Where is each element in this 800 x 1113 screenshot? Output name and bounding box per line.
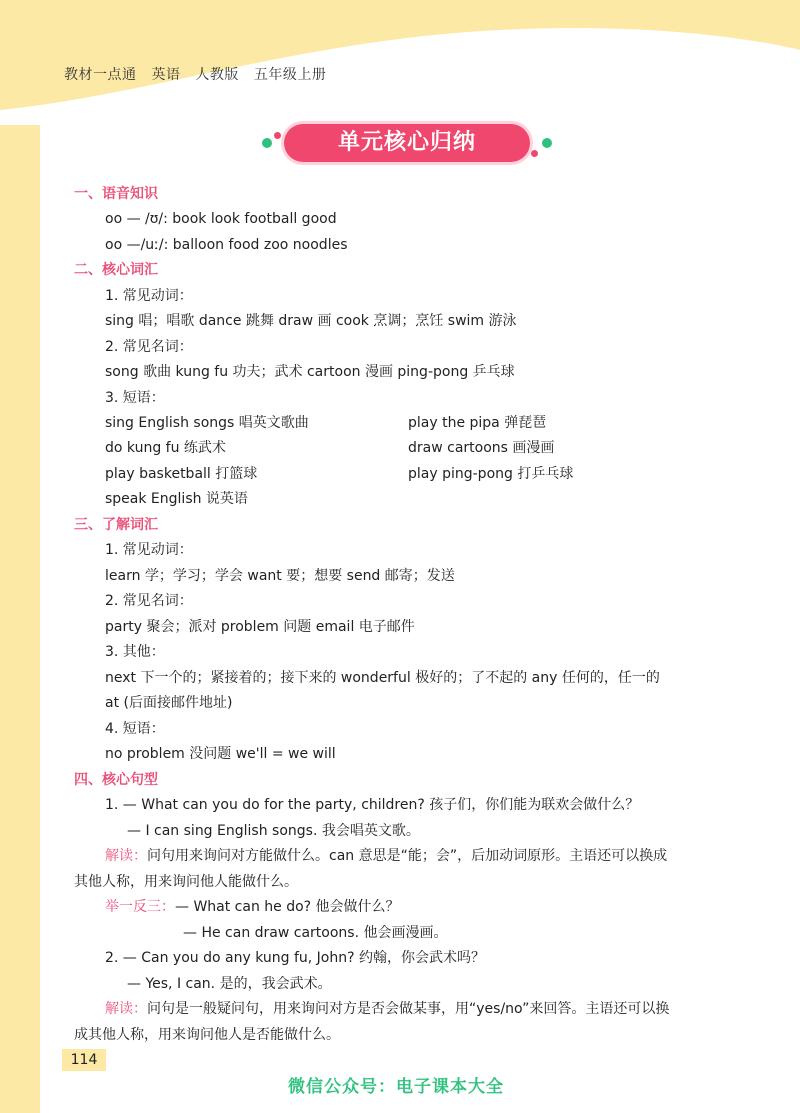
explanation-label: 解读： [105,1001,147,1017]
vocab-line: party 聚会；派对 problem 问题 email 电子邮件 [105,619,415,635]
subheading: 2. 常见名词： [105,593,193,609]
page-number: 114 [62,1049,106,1071]
sentence-line: — I can sing English songs. 我会唱英文歌。 [127,823,420,839]
explanation-text: 问句是一般疑问句，用来询问对方是否会做某事，用“yes/no”来回答。主语还可以换 [147,1001,670,1017]
subheading: 2. 常见名词： [105,339,193,355]
vocab-line: learn 学；学习；学会 want 要；想要 send 邮寄；发送 [105,568,455,584]
example-line: — What can he do? 他会做什么？ [175,899,400,915]
page-title: 单元核心归纳 [284,124,530,162]
sentence-line: — Yes, I can. 是的，我会武术。 [127,976,332,992]
vocab-line: next 下一个的；紧接着的；接下来的 wonderful 极好的；了不起的 any 任何的，任一的 [105,670,660,686]
section-heading-core-vocab: 二、核心词汇 [74,262,158,278]
sentence-line: 1. — What can you do for the party, children? 孩子们，你们能为联欢会做什么？ [105,797,640,813]
sentence-line: 2. — Can you do any kung fu, John? 约翰，你会武术吗？ [105,950,485,966]
vocab-line: sing 唱；唱歌 dance 跳舞 draw 画 cook 烹调；烹饪 swim 游泳 [105,313,517,329]
example-label: 举一反三： [105,899,175,915]
subheading: 1. 常见动词： [105,288,193,304]
vocab-line: song 歌曲 kung fu 功夫；武术 cartoon 漫画 ping-pong 乒乓球 [105,364,515,380]
watermark: 微信公众号：电子课本大全 [288,1077,504,1097]
phrase-item: play ping-pong 打乒乓球 [408,466,574,482]
section-heading-extra-vocab: 三、了解词汇 [74,517,158,533]
example-line: — He can draw cartoons. 他会画漫画。 [183,925,448,941]
subheading: 4. 短语： [105,721,165,737]
phonics-line: oo — /ʊ/: book look football good [105,211,337,227]
vocab-line: no problem 没问题 we'll = we will [105,746,336,762]
explanation-text: 成其他人称，用来询问他人是否能做什么。 [74,1027,340,1043]
phrase-item: play the pipa 弹琵琶 [408,415,547,431]
phrase-item: play basketball 打篮球 [105,466,258,482]
subheading: 3. 其他： [105,644,165,660]
explanation-text: 其他人称，用来询问他人能做什么。 [74,874,298,890]
explanation-label: 解读： [105,848,147,864]
header-book: 教材一点通 [64,67,137,83]
phrase-item: do kung fu 练武术 [105,440,226,456]
subheading: 1. 常见动词： [105,542,193,558]
phonics-line: oo —/uː/: balloon food zoo noodles [105,237,348,253]
section-heading-sentences: 四、核心句型 [74,772,158,788]
explanation-text: 问句用来询问对方能做什么。can 意思是“能；会”，后加动词原形。主语还可以换成 [147,848,668,864]
phrase-item: draw cartoons 画漫画 [408,440,555,456]
header-edition: 人教版 [195,67,239,83]
phrase-item: speak English 说英语 [105,491,248,507]
subheading: 3. 短语： [105,390,165,406]
phrase-item: sing English songs 唱英文歌曲 [105,415,309,431]
header-subject: 英语 [151,67,181,83]
section-heading-phonics: 一、语音知识 [74,186,158,202]
header-grade: 五年级上册 [253,67,327,83]
vocab-line: at (后面接邮件地址) [105,695,233,711]
